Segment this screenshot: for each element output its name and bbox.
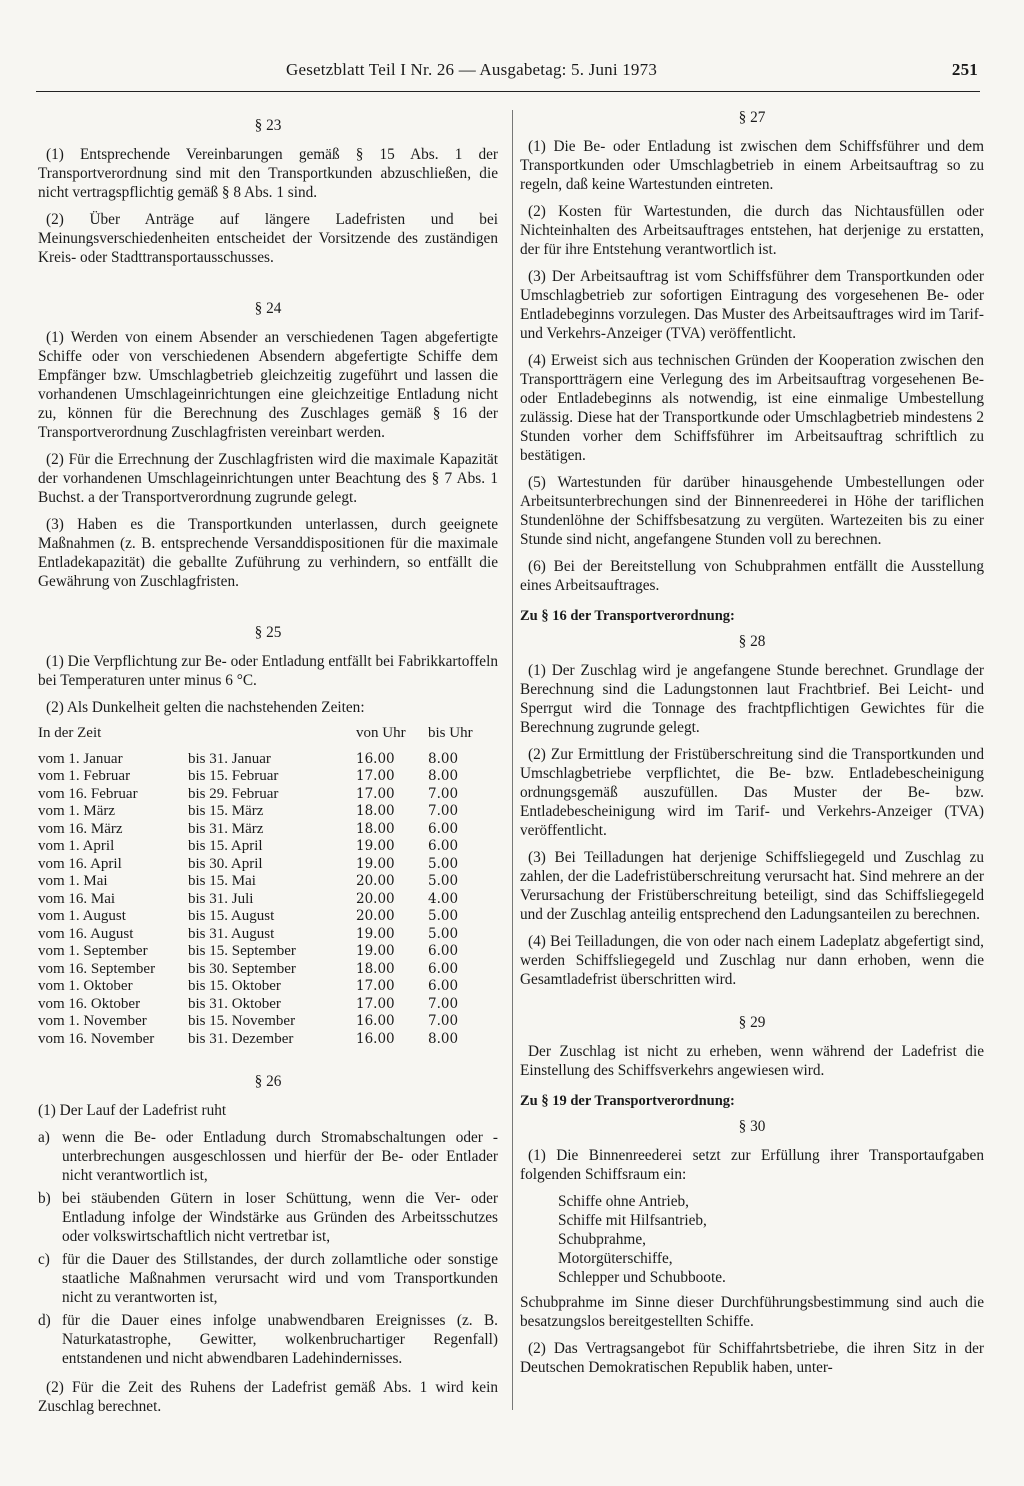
table-cell: bis 30. September <box>188 960 296 977</box>
table-cell: bis 15. März <box>188 803 264 819</box>
paragraph: (1) Der Zuschlag wird je angefangene Stunde berechnet. Grundlage der Berechnung sind die Ladungstonnen laut Frachtbrief. Bei Leicht- und Sperrgut wird die Tonnage des frachtpflichtigen Gewichtes für die Berechnung zugrunde gelegt. <box>520 662 984 736</box>
list-item-label: a) <box>38 1129 50 1146</box>
table-cell: vom 1. November <box>38 1013 147 1029</box>
section-heading-27: § 27 <box>738 109 766 126</box>
table-row <box>38 908 478 926</box>
list-item <box>38 1250 498 1307</box>
table-cell: vom 16. Oktober <box>38 995 141 1012</box>
paragraph: (4) Erweist sich aus technischen Gründen der Kooperation zwischen den Transportträgern eine Verlegung des im Arbeitsauftrag vorgesehenen Be- oder Entladebeginns als notwendig, ist eine einmalige Umbestellung zulässig. Diese hat der Transportkunde oder Umschlagbetrieb mindestens 2 Stunden vorher dem Schiffsführer im Arbeitsauftrag schriftlich zu bestätigen. <box>520 352 984 464</box>
table-header-row <box>38 725 478 751</box>
list-item-label: c) <box>38 1251 50 1268</box>
section-heading-23: § 23 <box>254 117 282 134</box>
darkness-times-table <box>38 725 478 1048</box>
table-row <box>38 821 478 839</box>
table-cell: 6.00 <box>428 838 459 854</box>
table-cell: bis 31. Dezember <box>188 1030 294 1047</box>
table-row <box>38 751 478 769</box>
table-cell: bis 15. Oktober <box>188 978 281 994</box>
paragraph: (2) Zur Ermittlung der Fristüberschreitung sind die Transportkunden und Umschlagbetriebe verpflichtet, die Be- bzw. Entladebescheinigung ordnungsgemäß auszufüllen. Das Muster der Be- bzw. Entladebescheinigung wird im Tarif- und Verkehrs-Anzeiger (TVA) veröffentlicht. <box>520 746 984 839</box>
table-row <box>38 978 478 996</box>
column-header: In der Zeit <box>38 725 102 741</box>
table-cell: vom 16. März <box>38 820 123 837</box>
paragraph: (1) Entsprechende Vereinbarungen gemäß § 15 Abs. 1 der Transportverordnung sind mit den Transportkunden abzuschließen, die nicht vertragspflichtig gemäß § 8 Abs. 1 sind. <box>38 146 498 201</box>
paragraph: (2) Als Dunkelheit gelten die nachstehenden Zeiten: <box>46 699 365 716</box>
list-item: Schiffe mit Hilfsantrieb, <box>558 1212 707 1229</box>
page-header <box>36 60 978 86</box>
table-row <box>38 873 478 891</box>
paragraph: (2) Für die Errechnung der Zuschlagfristen wird die maximale Kapazität der vorhandenen Umschlageinrichtungen unter Beachtung des § 7 Abs. 1 Buchst. a der Transportverordnung zugrunde gelegt. <box>38 451 498 506</box>
paragraph: (4) Bei Teilladungen, die von oder nach einem Ladeplatz abgefertigt sind, werden Schiffsliegegeld und Zuschlag nur dann erhoben, wenn die Gesamtladefrist überschritten wird. <box>520 933 984 988</box>
header-title: Gesetzblatt Teil I Nr. 26 — Ausgabetag: 5. Juni 1973 <box>286 60 658 79</box>
table-cell: vom 16. September <box>38 960 156 977</box>
list-item <box>38 1128 498 1185</box>
table-cell: 17.00 <box>356 768 395 784</box>
right-column <box>520 104 984 1385</box>
section-heading-28: § 28 <box>738 633 766 650</box>
table-cell: 17.00 <box>356 978 395 994</box>
table-cell: 17.00 <box>356 785 395 802</box>
table-cell: 6.00 <box>428 820 459 837</box>
paragraph: Der Zuschlag ist nicht zu erheben, wenn während der Ladefrist die Einstellung des Schiffsverkehrs angewiesen wird. <box>520 1043 984 1079</box>
paragraph: (1) Die Be- oder Entladung ist zwischen dem Schiffsführer und dem Transportkunden oder Umschlagbetrieb in einem Arbeitsauftrag so zu regeln, daß keine Wartestunden eintreten. <box>520 138 984 193</box>
column-header: bis Uhr <box>428 725 473 741</box>
table-cell: 7.00 <box>428 785 459 802</box>
list-item <box>38 1311 498 1368</box>
paragraph: (1) Die Verpflichtung zur Be- oder Entladung entfällt bei Fabrikkartoffeln bei Temperaturen unter minus 6 °C. <box>38 653 498 689</box>
table-cell: 7.00 <box>428 1013 459 1029</box>
table-cell: 18.00 <box>356 820 395 837</box>
table-cell: 6.00 <box>428 978 459 994</box>
table-row <box>38 803 478 821</box>
paragraph: (3) Haben es die Transportkunden unterlassen, durch geeignete Maßnahmen (z. B. entsprechende Versanddispositionen für die maximale Entladekapazität) die geballte Zuführung zu verhindern, so entfällt die Gewährung von Zuschlagfristen. <box>38 516 498 590</box>
table-cell: bis 29. Februar <box>188 785 279 802</box>
subheading-zu-16: Zu § 16 der Transportverordnung: <box>520 608 735 624</box>
table-body <box>38 751 478 1049</box>
paragraph: (5) Wartestunden für darüber hinausgehende Umbestellungen oder Arbeitsunterbrechungen sind der Binnenreederei in Höhe der tariflichen Stundenlöhne der Schiffsbesatzung zu vergüten. Wartezeiten bis zu einer Stunde sind nicht, angefangene Stunden voll zu berechnen. <box>520 474 984 548</box>
table-cell: bis 15. August <box>188 908 275 924</box>
table-cell: 19.00 <box>356 943 395 959</box>
table-cell: vom 1. März <box>38 803 116 819</box>
table-row <box>38 786 478 804</box>
paragraph: (2) Kosten für Wartestunden, die durch das Nichtausfüllen oder Nichteinhalten des Arbeitsauftrages entstehen, hat derjenige zu erstatten, der für ihre Entstehung verantwortlich ist. <box>520 203 984 258</box>
table-cell: bis 31. Januar <box>188 750 271 767</box>
list-item: Motorgüterschiffe, <box>558 1250 673 1267</box>
table-cell: bis 31. Oktober <box>188 995 281 1012</box>
table-cell: 6.00 <box>428 960 459 977</box>
table-cell: 8.00 <box>428 768 459 784</box>
table-cell: vom 1. Oktober <box>38 978 133 994</box>
table-cell: 8.00 <box>428 750 459 767</box>
paragraph: (3) Bei Teilladungen hat derjenige Schiffsliegegeld und Zuschlag zu zahlen, der die Ladefristüberschreitung verursacht hat. Sind mehrere an der Verursachung der Fristüberschreitung beteiligt, sind das Schiffsliegegeld und der Zuschlag anteilig entsprechend den Ladungsanteilen zu berechnen. <box>520 849 984 923</box>
table-cell: bis 15. September <box>188 943 296 959</box>
table-row <box>38 838 478 856</box>
table-row <box>38 891 478 909</box>
table-cell: bis 15. Mai <box>188 873 256 889</box>
table-cell: 6.00 <box>428 943 459 959</box>
paragraph: (2) Das Vertragsangebot für Schiffahrtsbetriebe, die ihren Sitz in der Deutschen Demokratischen Republik haben, unter- <box>520 1340 984 1376</box>
vessel-type-list <box>558 1192 984 1287</box>
paragraph: (2) Über Anträge auf längere Ladefristen und bei Meinungsverschiedenheiten entscheidet der Vorsitzende des zuständigen Kreis- oder Stadttransportausschusses. <box>38 211 498 266</box>
table-cell: bis 30. April <box>188 855 263 872</box>
table-cell: 16.00 <box>356 750 395 767</box>
table-cell: vom 1. Januar <box>38 750 123 767</box>
table-cell: 20.00 <box>356 890 395 907</box>
table-cell: 8.00 <box>428 1030 459 1047</box>
table-cell: 17.00 <box>356 995 395 1012</box>
table-cell: 7.00 <box>428 995 459 1012</box>
table-row <box>38 1031 478 1049</box>
column-divider <box>512 110 513 1410</box>
table-cell: vom 16. April <box>38 855 122 872</box>
table-cell: vom 16. November <box>38 1030 155 1047</box>
list-item <box>38 1189 498 1246</box>
table-cell: 7.00 <box>428 803 459 819</box>
table-cell: bis 15. Februar <box>188 768 279 784</box>
paragraph: (3) Der Arbeitsauftrag ist vom Schiffsführer dem Transportkunden oder Umschlagbetrieb zur sofortigen Eintragung des vorgesehenen Be- oder Entladebeginns vorzulegen. Das Muster des Arbeitsauftrages wird im Tarif- und Verkehrs-Anzeiger (TVA) veröffentlicht. <box>520 268 984 342</box>
table-cell: 5.00 <box>428 855 459 872</box>
table-cell: vom 1. August <box>38 908 126 924</box>
table-cell: bis 15. April <box>188 838 263 854</box>
page-number: 251 <box>951 60 978 79</box>
table-cell: 19.00 <box>356 925 395 942</box>
list-item-text: wenn die Be- oder Entladung durch Stromabschaltungen oder -unterbrechungen ausgeschlossen und hierfür der Be- oder Entlader nicht verantwortlich ist, <box>62 1129 498 1184</box>
paragraph: Schubprahme im Sinne dieser Durchführungsbestimmung sind auch die besatzungslos bereitgestellten Schiffe. <box>520 1294 984 1330</box>
table-cell: bis 31. Juli <box>188 890 254 907</box>
paragraph: (2) Für die Zeit des Ruhens der Ladefrist gemäß Abs. 1 wird kein Zuschlag berechnet. <box>38 1379 498 1415</box>
list-item-label: b) <box>38 1190 51 1207</box>
section-heading-29: § 29 <box>738 1014 766 1031</box>
table-cell: 18.00 <box>356 960 395 977</box>
list-item-text: bei stäubenden Gütern in loser Schüttung, wenn die Ver- oder Entladung infolge der Windstärke aus Gründen des Arbeitsschutzes oder volkswirtschaftlich nicht vertretbar ist, <box>62 1190 498 1245</box>
paragraph: (1) Werden von einem Absender an verschiedenen Tagen abgefertigte Schiffe oder von verschiedenen Absendern abgefertigte Schiffe dem Empfänger bzw. Umschlagbetrieb gleichzeitig zugeführt und lassen die vorhandenen Umschlageinrichtungen eine gleichzeitige Entladung nicht zu, können für die Berechnung des Zuschlages gemäß § 16 der Transportverordnung Zuschlagfristen vereinbart werden. <box>38 329 498 441</box>
subheading-zu-19: Zu § 19 der Transportverordnung: <box>520 1093 735 1109</box>
table-row <box>38 1013 478 1031</box>
table-cell: 20.00 <box>356 908 395 924</box>
table-cell: vom 16. August <box>38 925 134 942</box>
table-cell: 16.00 <box>356 1030 395 1047</box>
table-cell: 16.00 <box>356 1013 395 1029</box>
list-item-text: für die Dauer eines infolge unabwendbaren Ereignisses (z. B. Naturkatastrophe, Gewitter, wolkenbruchartiger Regenfall) entstandenen und nicht abwendbaren Ladehindernisses. <box>62 1312 498 1367</box>
table-cell: 19.00 <box>356 855 395 872</box>
table-cell: bis 31. August <box>188 925 275 942</box>
list-item: Schlepper und Schubboote. <box>558 1269 726 1286</box>
list-item: Schubprahme, <box>558 1231 646 1248</box>
table-cell: 4.00 <box>428 890 459 907</box>
table-row <box>38 961 478 979</box>
section-heading-24: § 24 <box>254 300 282 317</box>
table-row <box>38 996 478 1014</box>
list-item: Schiffe ohne Antrieb, <box>558 1193 689 1210</box>
table-cell: 5.00 <box>428 925 459 942</box>
section-heading-25: § 25 <box>254 624 282 641</box>
table-cell: 5.00 <box>428 908 459 924</box>
column-header <box>188 725 356 751</box>
table-row <box>38 768 478 786</box>
table-cell: bis 15. November <box>188 1013 296 1029</box>
table-row <box>38 856 478 874</box>
column-header: von Uhr <box>356 725 406 741</box>
list-item-text: für die Dauer des Stillstandes, der durch zollamtliche oder sonstige staatliche Maßnahmen verursacht wird und vom Transportkunden nicht zu verantworten ist, <box>62 1251 498 1306</box>
table-cell: vom 1. September <box>38 943 148 959</box>
table-cell: 18.00 <box>356 803 395 819</box>
list-item-label: d) <box>38 1312 51 1329</box>
header-rule <box>36 91 980 92</box>
table-cell: vom 16. Februar <box>38 785 138 802</box>
table-cell: 5.00 <box>428 873 459 889</box>
paragraph: (1) Der Lauf der Ladefrist ruht <box>38 1102 227 1119</box>
table-cell: vom 16. Mai <box>38 890 116 907</box>
table-cell: vom 1. Februar <box>38 768 131 784</box>
table-row <box>38 926 478 944</box>
enumerated-list <box>38 1128 498 1368</box>
table-cell: 20.00 <box>356 873 395 889</box>
table-row <box>38 943 478 961</box>
table-cell: 19.00 <box>356 838 395 854</box>
paragraph: (1) Die Binnenreederei setzt zur Erfüllung ihrer Transportaufgaben folgenden Schiffsraum ein: <box>520 1147 984 1183</box>
paragraph: (6) Bei der Bereitstellung von Schubprahmen entfällt die Ausstellung eines Arbeitsauftrages. <box>520 558 984 594</box>
section-heading-26: § 26 <box>254 1073 282 1090</box>
section-heading-30: § 30 <box>738 1118 766 1135</box>
table-cell: vom 1. April <box>38 838 115 854</box>
left-column <box>38 112 498 1424</box>
table-cell: bis 31. März <box>188 820 264 837</box>
table-cell: vom 1. Mai <box>38 873 108 889</box>
